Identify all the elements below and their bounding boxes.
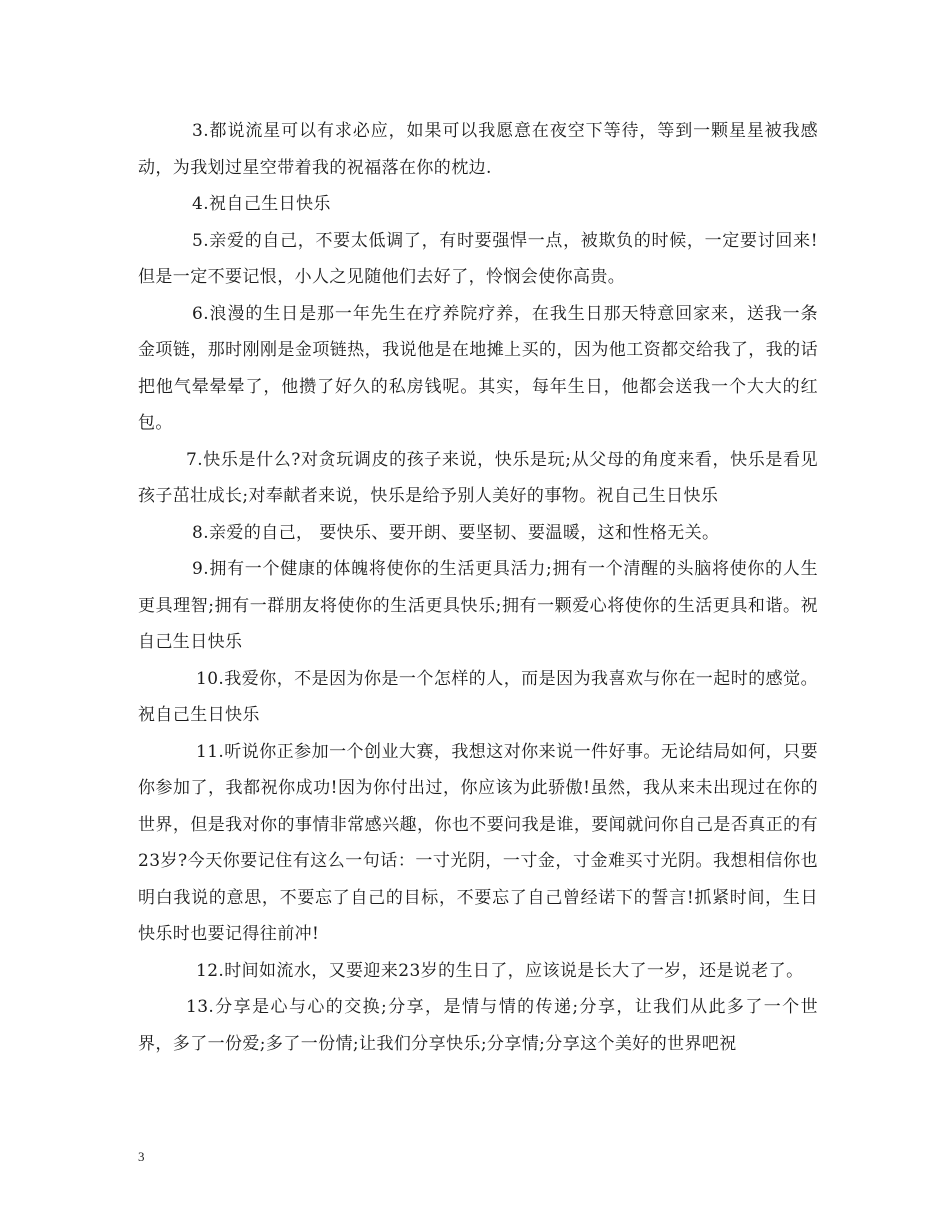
page-number: 3 xyxy=(138,1149,145,1164)
paragraph-13: 13.分享是心与心的交换;分享，是情与情的传递;分享，让我们从此多了一个世界，多了一份爱;多了一份情;让我们分享快乐;分享情;分享这个美好的世界吧祝 xyxy=(138,997,818,1054)
paragraph-8: 8.亲爱的自己， 要快乐、要开朗、要坚韧、要温暖，这和性格无关。 xyxy=(192,522,720,543)
document-body xyxy=(138,113,818,1062)
paragraph-9: 9.拥有一个健康的体魄将使你的生活更具活力;拥有一个清醒的头脑将使你的人生更具理智;拥有一群朋友将使你的生活更具快乐;拥有一颗爱心将使你的生活更具和谐。祝自己生日快乐 xyxy=(138,559,818,652)
paragraph-3: 3.都说流星可以有求必应，如果可以我愿意在夜空下等待，等到一颗星星被我感动，为我划过星空带着我的祝福落在你的枕边. xyxy=(138,121,818,178)
paragraph-12: 12.时间如流水，又要迎来23岁的生日了，应该说是长大了一岁，还是说老了。 xyxy=(196,960,804,981)
paragraph-7: 7.快乐是什么?对贪玩调皮的孩子来说，快乐是玩;从父母的角度来看，快乐是看见孩子茁壮成长;对奉献者来说，快乐是给予别人美好的事物。祝自己生日快乐 xyxy=(138,449,818,506)
paragraph-4: 4.祝自己生日快乐 xyxy=(192,194,331,214)
paragraph-6: 6.浪漫的生日是那一年先生在疗养院疗养，在我生日那天特意回家来，送我一条金项链，那时刚刚是金项链热，我说他是在地摊上买的，因为他工资都交给我了，我的话把他气晕晕晕了，他攒了好久的私房钱呢。其实，每年生日，他都会送我一个大大的红包。 xyxy=(138,303,818,433)
paragraph-5: 5.亲爱的自己，不要太低调了，有时要强悍一点，被欺负的时候，一定要讨回来!但是一定不要记恨，小人之见随他们去好了，怜悯会使你高贵。 xyxy=(138,230,818,287)
paragraph-10: 10.我爱你，不是因为你是一个怎样的人，而是因为我喜欢与你在一起时的感觉。祝自己生日快乐 xyxy=(138,668,818,725)
paragraph-11: 11.听说你正参加一个创业大赛，我想这对你来说一件好事。无论结局如何，只要你参加了，我都祝你成功!因为你付出过，你应该为此骄傲!虽然，我从来未出现过在你的世界，但是我对你的事情非常感兴趣，你也不要问我是谁，要闻就问你自己是否真正的有23岁?今天你要记住有这么一句话：一寸光阴，一寸金，寸金难买寸光阴。我想相信你也明白我说的意思，不要忘了自己的目标，不要忘了自己曾经诺下的誓言!抓紧时间，生日快乐时也要记得往前冲! xyxy=(138,741,818,944)
